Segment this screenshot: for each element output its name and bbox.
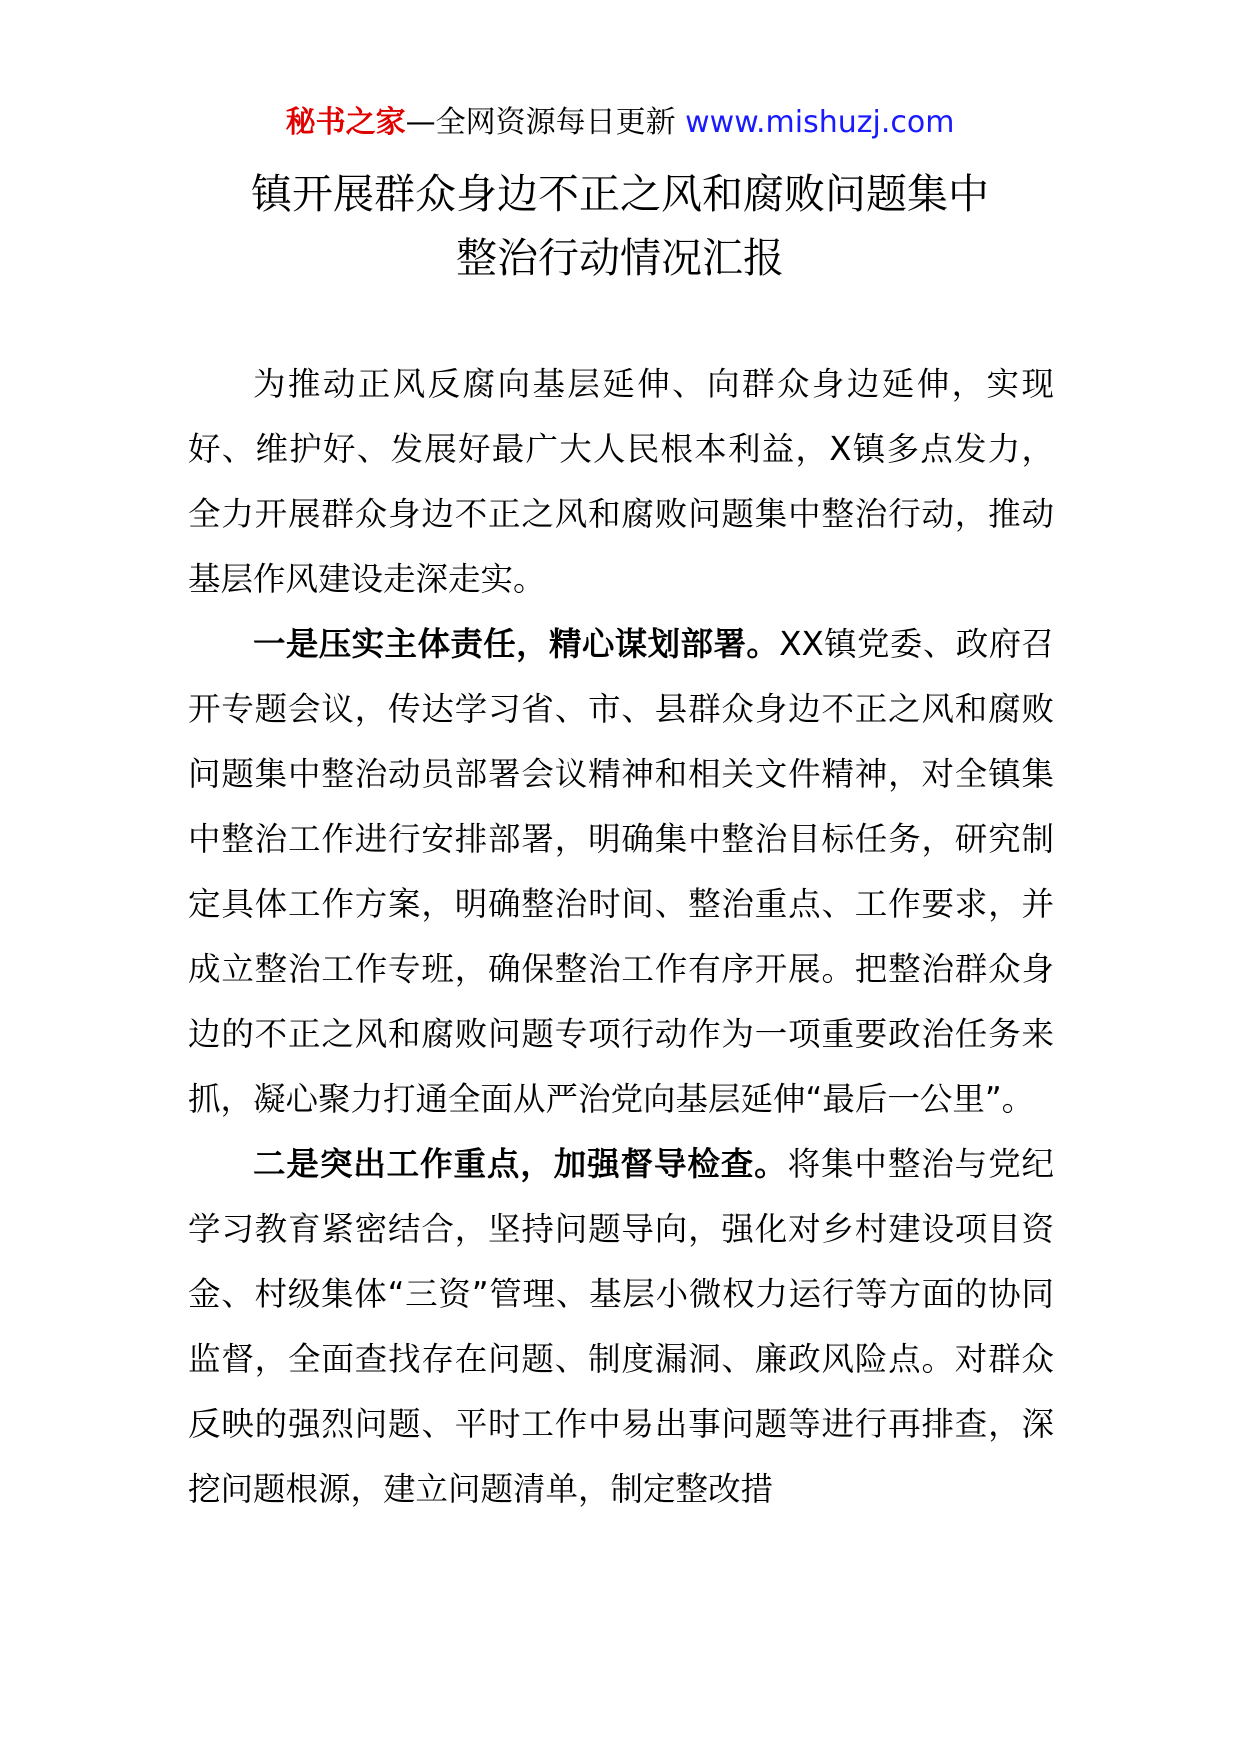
paragraph-lead: 一是压实主体责任，精心谋划部署。 <box>253 625 780 663</box>
paragraph-lead: 二是突出工作重点，加强督导检查。 <box>253 1145 788 1183</box>
document-title <box>0 162 1240 290</box>
title-line-2: 整治行动情况汇报 <box>456 234 784 282</box>
paragraph-intro <box>188 352 1054 612</box>
paragraph-point-1 <box>188 612 1054 1132</box>
paragraph-text: 将集中整治与党纪学习教育紧密结合，坚持问题导向，强化对乡村建设项目资金、村级集体“三资”管理、基层小微权力运行等方面的协同监督，全面查找存在问题、制度漏洞、廉政风险点。对群众反映的强烈问题、平时工作中易出事问题等进行再排查，深挖问题根源，建立问题清单，制定整改措 <box>188 1145 1054 1508</box>
site-url-link[interactable]: www.mishuzj.com <box>685 105 955 140</box>
site-tagline: —全网资源每日更新 <box>405 105 686 140</box>
paragraph-point-2 <box>188 1132 1054 1522</box>
title-line-1: 镇开展群众身边不正之风和腐败问题集中 <box>251 170 989 218</box>
site-header <box>0 100 1240 146</box>
site-brand: 秘书之家 <box>285 105 406 140</box>
paragraph-text: XX镇党委、政府召开专题会议，传达学习省、市、县群众身边不正之风和腐败问题集中整治动员部署会议精神和相关文件精神，对全镇集中整治工作进行安排部署，明确集中整治目标任务，研究制定具体工作方案，明确整治时间、整治重点、工作要求，并成立整治工作专班，确保整治工作有序开展。把整治群众身边的不正之风和腐败问题专项行动作为一项重要政治任务来抓，凝心聚力打通全面从严治党向基层延伸“最后一公里”。 <box>188 625 1054 1118</box>
document-body <box>188 352 1054 1522</box>
paragraph-text: 为推动正风反腐向基层延伸、向群众身边延伸，实现好、维护好、发展好最广大人民根本利益，X镇多点发力，全力开展群众身边不正之风和腐败问题集中整治行动，推动基层作风建设走深走实。 <box>188 365 1054 598</box>
